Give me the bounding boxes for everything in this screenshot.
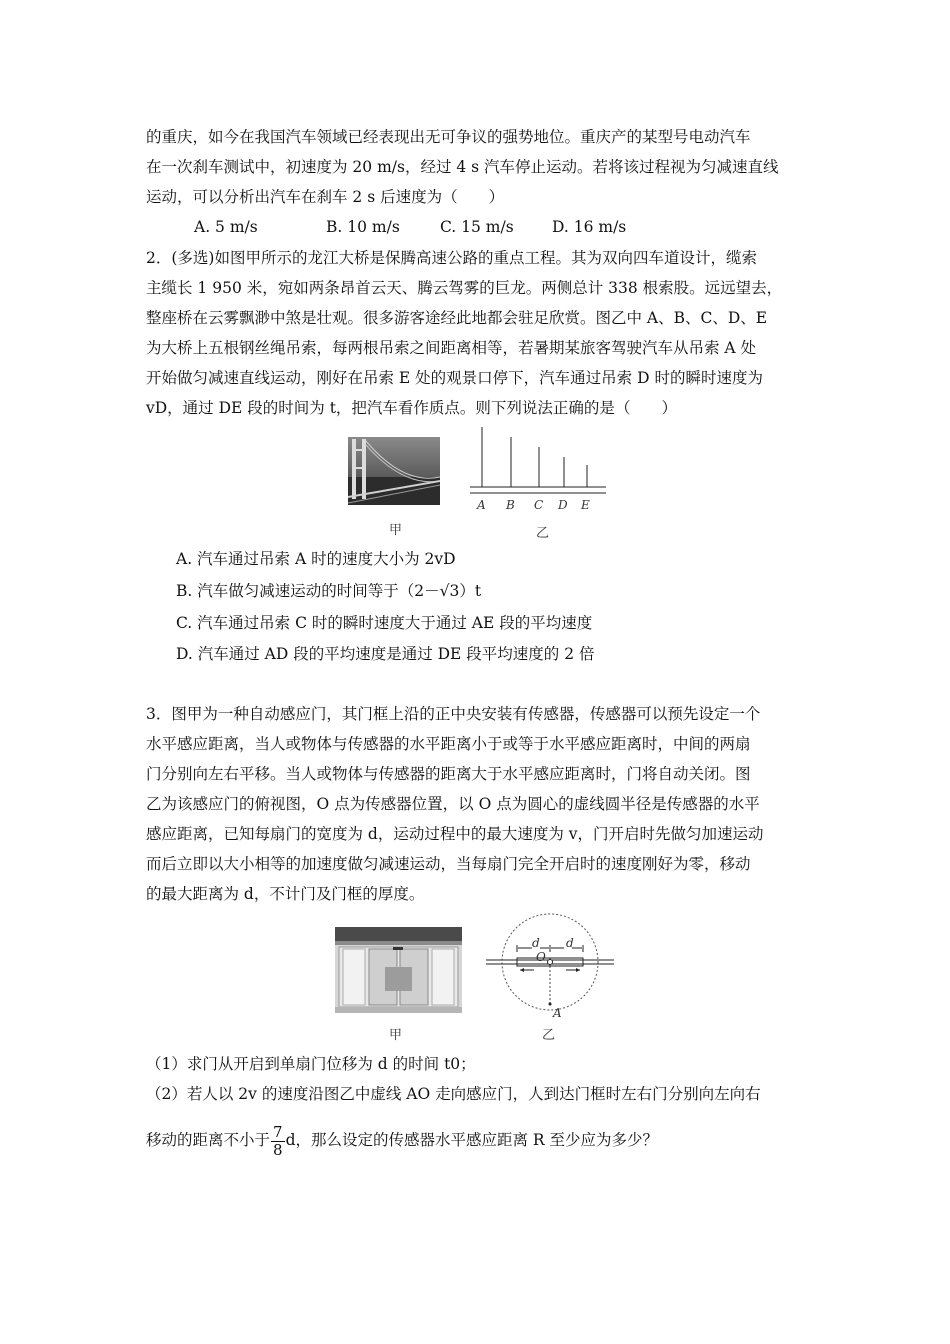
diagram-label-d-right: d [566,936,574,950]
q2-option-a: A. 汽车通过吊索 A 时的速度大小为 2vD [176,550,456,568]
fraction-numerator: 7 [273,1122,283,1141]
q3-line-5: 感应距离，已知每扇门的宽度为 d，运动过程中的最大速度为 v，门开启时先做匀加速运动 [146,825,764,843]
cable-label-b: B [506,498,515,512]
q2-option-c: C. 汽车通过吊索 C 时的瞬时速度大于通过 AE 段的平均速度 [176,614,593,632]
q1-line-2: 在一次刹车测试中，初速度为 20 m/s，经过 4 s 汽车停止运动。若将该过程视为匀减速直线 [146,158,779,176]
q1-option-c: C. 15 m/s [440,218,514,236]
q2-option-d: D. 汽车通过 AD 段的平均速度是通过 DE 段平均速度的 2 倍 [176,645,595,663]
q3-line-4: 乙为该感应门的俯视图，O 点为传感器位置，以 O 点为圆心的虚线圆半径是传感器的水平 [146,795,760,813]
q3-sub3-after: d，那么设定的传感器水平感应距离 R 至少应为多少？ [285,1131,659,1149]
diagram-label-o: O [536,950,546,964]
q2-line-1: 2．(多选)如图甲所示的龙江大桥是保腾高速公路的重点工程。其为双向四车道设计，缆索 [146,249,757,267]
q3-line-7: 的最大距离为 d，不计门及门框的厚度。 [146,885,425,903]
fraction-seven-eighths [271,1124,285,1159]
q3-fig-caption-right: 乙 [542,1028,556,1043]
q1-option-b: B. 10 m/s [326,218,400,236]
q2-line-2: 主缆长 1 950 米，宛如两条昂首云天、腾云驾雾的巨龙。两侧总计 338 根索股。远远望去， [146,279,783,297]
fraction-denominator: 8 [273,1140,283,1159]
q2-line-5: 开始做匀减速直线运动，刚好在吊索 E 处的观景口停下，汽车通过吊索 D 时的瞬时速度为 [146,369,763,387]
q1-line-1: 的重庆，如今在我国汽车领域已经表现出无可争议的强势地位。重庆产的某型号电动汽车 [146,128,751,146]
q3-line-3: 门分别向左右平移。当人或物体与传感器的距离大于水平感应距离时，门将自动关闭。图 [146,765,751,783]
diagram-label-a: A [553,1006,562,1020]
q3-line-6: 而后立即以大小相等的加速度做匀减速运动，当每扇门完全开启时的速度刚好为零，移动 [146,855,751,873]
bridge-photo [348,437,440,505]
q2-fig-caption-right: 乙 [536,526,550,541]
door-photo [335,927,462,1013]
q2-fig-caption-left: 甲 [389,523,403,538]
q2-line-3: 整座桥在云雾飘渺中煞是壮观。很多游客途经此地都会驻足欣赏。图乙中 A、B、C、D、E [146,309,768,327]
diagram-label-d-left: d [532,936,540,950]
cable-label-a: A [477,498,486,512]
q3-line-2: 水平感应距离，当人或物体与传感器的水平距离小于或等于水平感应距离时，中间的两扇 [146,735,751,753]
q3-sub-question-1: （1）求门从开启到单扇门位移为 d 的时间 t0； [146,1055,476,1073]
q1-line-3: 运动，可以分析出汽车在刹车 2 s 后速度为（ ） [146,188,505,206]
q2-option-b: B. 汽车做匀减速运动的时间等于（2－√3）t [176,582,482,600]
q3-sub-question-2-cont [146,1120,806,1160]
q3-fig-caption-left: 甲 [389,1028,403,1043]
q3-sub3-before: 移动的距离不小于 [146,1131,271,1149]
door-top-view-diagram [484,912,616,1018]
q1-option-a: A. 5 m/s [194,218,258,236]
q2-line-4: 为大桥上五根钢丝绳吊索，每两根吊索之间距离相等，若暑期某旅客驾驶汽车从吊索 A 处 [146,339,757,357]
q1-option-d: D. 16 m/s [552,218,627,236]
cable-label-d: D [558,498,568,512]
q3-sub-question-2: （2）若人以 2v 的速度沿图乙中虚线 AO 走向感应门，人到达门框时左右门分别向左向右 [146,1085,761,1103]
q2-line-6: vD，通过 DE 段的时间为 t，把汽车看作质点。则下列说法正确的是（ ） [146,399,677,417]
cable-label-e: E [581,498,590,512]
cable-label-c: C [534,498,544,512]
q3-line-1: 3．图甲为一种自动感应门，其门框上沿的正中央安装有传感器，传感器可以预先设定一个 [146,705,761,723]
